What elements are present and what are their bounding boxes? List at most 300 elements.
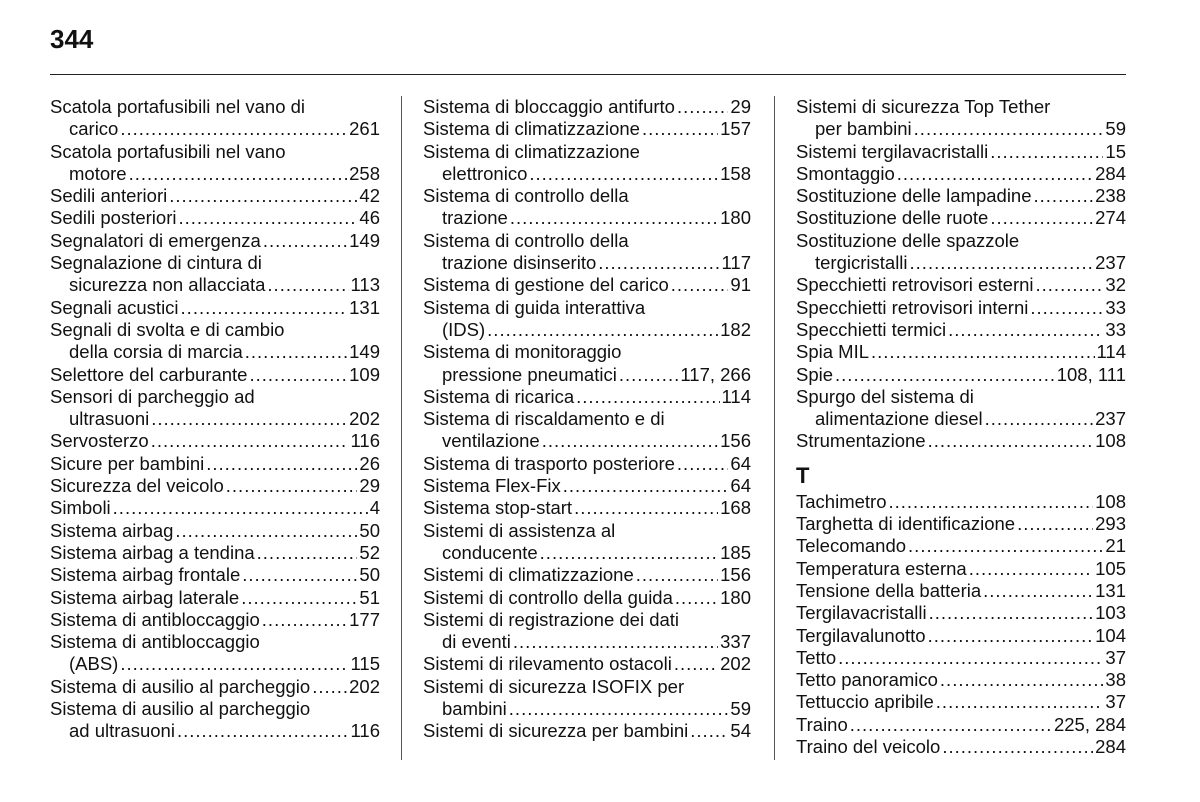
index-entry <box>796 602 1126 624</box>
page-reference: 157 <box>720 118 751 140</box>
dot-leader <box>936 691 1104 713</box>
index-entry <box>796 207 1126 229</box>
entry-term-continuation <box>423 319 751 341</box>
entry-text: Sistemi di climatizzazione <box>423 564 634 586</box>
entry-term <box>796 185 1126 207</box>
dot-leader <box>181 297 348 319</box>
entry-term <box>796 669 1126 691</box>
entry-term <box>50 185 380 207</box>
entry-term-continuation <box>423 207 751 229</box>
index-entry <box>423 676 751 721</box>
entry-text: Tachimetro <box>796 490 887 512</box>
dot-leader <box>242 564 357 586</box>
dot-leader <box>677 96 728 118</box>
entry-text: ultrasuoni <box>69 408 150 430</box>
entry-text: Traino del veicolo <box>796 736 941 758</box>
index-entry <box>796 341 1126 363</box>
entry-term <box>50 698 380 720</box>
index-entry <box>423 141 751 186</box>
entry-text: Sistema airbag laterale <box>50 586 240 608</box>
dot-leader <box>914 118 1104 140</box>
dot-leader <box>175 520 357 542</box>
index-entry <box>50 453 380 475</box>
page-reference: 293 <box>1095 513 1126 535</box>
entry-text: ventilazione <box>442 430 540 452</box>
dot-leader <box>942 736 1093 758</box>
entry-term <box>50 319 380 341</box>
entry-term <box>50 252 380 274</box>
dot-leader <box>113 497 368 519</box>
dot-leader <box>674 653 718 675</box>
entry-text: Sostituzione delle ruote <box>796 207 989 229</box>
entry-text: elettronico <box>442 162 528 184</box>
index-entry <box>50 364 380 386</box>
entry-term-continuation <box>50 341 380 363</box>
entry-text: Segnali acustici <box>50 296 179 318</box>
dot-leader <box>241 587 357 609</box>
entry-text: Scatola portafusibili nel vano <box>50 140 286 162</box>
index-entry <box>423 341 751 386</box>
index-entry <box>423 96 751 118</box>
page-reference: 156 <box>720 430 751 452</box>
entry-term <box>423 564 751 586</box>
index-entry <box>50 141 380 186</box>
dot-leader <box>619 364 679 386</box>
entry-text: di eventi <box>442 631 511 653</box>
page-reference: 29 <box>359 475 380 497</box>
entry-text: alimentazione diesel <box>815 408 983 430</box>
index-entry <box>423 386 751 408</box>
dot-leader <box>888 491 1093 513</box>
entry-text: Sistema di guida interattiva <box>423 296 646 318</box>
entry-term <box>423 297 751 319</box>
dot-leader <box>574 497 718 519</box>
dot-leader <box>513 631 718 653</box>
page-reference: 284 <box>1095 162 1126 184</box>
index-entry <box>50 520 380 542</box>
entry-term <box>50 475 380 497</box>
entry-text: della corsia di marcia <box>69 341 243 363</box>
entry-term <box>50 631 380 653</box>
entry-term <box>50 364 380 386</box>
index-entry <box>796 558 1126 580</box>
entry-text: motore <box>69 162 127 184</box>
entry-term <box>796 602 1126 624</box>
page-reference: 202 <box>349 408 380 430</box>
page-reference: 202 <box>349 675 380 697</box>
index-entry <box>50 587 380 609</box>
dot-leader <box>1017 513 1093 535</box>
entry-text: Tettuccio apribile <box>796 691 934 713</box>
entry-text: Sistema di ausilio al parcheggio <box>50 675 311 697</box>
entry-term <box>796 736 1126 758</box>
entry-term <box>796 96 1126 118</box>
dot-leader <box>540 542 718 564</box>
dot-leader <box>636 564 718 586</box>
dot-leader <box>908 535 1103 557</box>
entry-term <box>50 587 380 609</box>
entry-text: Sistema di ausilio al parcheggio <box>50 698 311 720</box>
entry-text: trazione disinserito <box>442 252 597 274</box>
index-entry <box>796 319 1126 341</box>
dot-leader <box>671 274 729 296</box>
entry-term <box>50 230 380 252</box>
entry-term <box>423 386 751 408</box>
entry-text: Sicurezza del veicolo <box>50 475 224 497</box>
entry-term <box>423 653 751 675</box>
entry-term <box>423 96 751 118</box>
column-divider-2 <box>774 96 775 760</box>
entry-term <box>796 513 1126 535</box>
index-entry <box>50 207 380 229</box>
entry-text: Sistema di antibloccaggio <box>50 631 260 653</box>
entry-text: trazione <box>442 207 508 229</box>
dot-leader <box>838 647 1103 669</box>
entry-term <box>50 453 380 475</box>
dot-leader <box>249 364 347 386</box>
entry-term <box>796 230 1126 252</box>
entry-text: Specchietti retrovisori esterni <box>796 274 1034 296</box>
entry-term-continuation <box>50 408 380 430</box>
page-reference: 59 <box>730 698 751 720</box>
page-reference: 117 <box>721 252 751 274</box>
entry-text: Specchietti retrovisori interni <box>796 296 1029 318</box>
page-reference: 337 <box>720 631 751 653</box>
entry-text: Strumentazione <box>796 430 926 452</box>
page-reference: 115 <box>350 653 380 675</box>
dot-leader <box>985 408 1093 430</box>
page-reference: 37 <box>1105 646 1126 668</box>
index-entry <box>423 408 751 453</box>
entry-term <box>796 386 1126 408</box>
page-reference: 29 <box>730 96 751 117</box>
dot-leader <box>990 141 1103 163</box>
entry-term <box>423 118 751 140</box>
dot-leader <box>675 587 718 609</box>
entry-term <box>796 714 1126 736</box>
page-reference: 50 <box>359 519 380 541</box>
entry-term-continuation <box>796 118 1126 140</box>
page-reference: 103 <box>1095 602 1126 624</box>
page-reference: 64 <box>730 475 751 497</box>
index-entry <box>50 542 380 564</box>
entry-term-continuation <box>423 364 751 386</box>
entry-text: Sistema di trasporto posteriore <box>423 452 675 474</box>
page-reference: 50 <box>359 564 380 586</box>
index-entry <box>50 230 380 252</box>
entry-term <box>796 580 1126 602</box>
entry-term-continuation <box>423 542 751 564</box>
dot-leader <box>178 207 357 229</box>
entry-term <box>796 319 1126 341</box>
index-entry <box>50 252 380 297</box>
entry-text: bambini <box>442 698 507 720</box>
page-reference: 21 <box>1105 535 1126 557</box>
entry-term <box>796 691 1126 713</box>
index-entry <box>796 185 1126 207</box>
entry-term <box>796 535 1126 557</box>
dot-leader <box>120 118 347 140</box>
entry-text: Sedili anteriori <box>50 185 168 207</box>
entry-text: Sistema airbag <box>50 519 174 541</box>
entry-term-continuation <box>50 720 380 742</box>
entry-text: Smontaggio <box>796 162 895 184</box>
dot-leader <box>940 669 1104 691</box>
page-reference: 54 <box>730 720 751 742</box>
page-reference: 177 <box>349 608 380 630</box>
page-reference: 180 <box>720 207 751 229</box>
page-reference: 37 <box>1105 691 1126 713</box>
entry-term <box>423 475 751 497</box>
index-entry <box>796 736 1126 758</box>
dot-leader <box>510 207 718 229</box>
index-entry <box>50 676 380 698</box>
entry-term <box>796 341 1126 363</box>
entry-text: Sistema stop-start <box>423 497 573 519</box>
dot-leader <box>928 625 1094 647</box>
page-reference: 274 <box>1095 207 1126 229</box>
entry-text: Sistema airbag a tendina <box>50 541 255 563</box>
index-entry <box>50 297 380 319</box>
dot-leader <box>169 185 357 207</box>
entry-text: Spie <box>796 363 834 385</box>
header-rule <box>50 74 1126 75</box>
entry-text: Sistema di riscaldamento e di <box>423 408 665 430</box>
index-entry <box>50 319 380 364</box>
entry-text: Sistemi di controllo della guida <box>423 586 673 608</box>
index-entry <box>796 714 1126 736</box>
entry-text: Targhetta di identificazione <box>796 513 1016 535</box>
entry-text: Sostituzione delle spazzole <box>796 229 1020 251</box>
page-reference: 108, 111 <box>1056 363 1126 385</box>
dot-leader <box>990 207 1093 229</box>
entry-term <box>796 297 1126 319</box>
dot-leader <box>257 542 358 564</box>
page-reference: 131 <box>1095 579 1126 601</box>
entry-text: (ABS) <box>69 653 119 675</box>
dot-leader <box>576 386 719 408</box>
entry-text: Sedili posteriori <box>50 207 177 229</box>
page-reference: 116 <box>350 430 380 452</box>
dot-leader <box>642 118 718 140</box>
entry-text: Sistema di gestione del carico <box>423 274 669 296</box>
entry-term-continuation <box>423 631 751 653</box>
dot-leader <box>542 430 718 452</box>
dot-leader <box>948 319 1103 341</box>
entry-text: Sistemi di sicurezza Top Tether <box>796 96 1051 117</box>
entry-term <box>423 141 751 163</box>
index-entry <box>50 185 380 207</box>
entry-text: Sistema Flex-Fix <box>423 475 561 497</box>
index-entry <box>50 564 380 586</box>
index-entry <box>796 691 1126 713</box>
entry-term <box>423 341 751 363</box>
page-reference: 51 <box>359 586 380 608</box>
entry-term-continuation <box>50 118 380 140</box>
entry-term-continuation <box>423 252 751 274</box>
dot-leader <box>910 252 1094 274</box>
index-entry <box>796 96 1126 141</box>
page-reference: 180 <box>720 586 751 608</box>
page-reference: 261 <box>349 118 380 140</box>
page-reference: 109 <box>349 363 380 385</box>
page-reference: 149 <box>349 341 380 363</box>
index-entry <box>796 513 1126 535</box>
index-entry <box>796 669 1126 691</box>
entry-term <box>423 609 751 631</box>
dot-leader <box>598 252 719 274</box>
page-reference: 105 <box>1095 557 1126 579</box>
entry-text: Sistema di controllo della <box>423 185 629 207</box>
page-reference: 131 <box>349 296 380 318</box>
index-column-2 <box>423 96 751 743</box>
entry-term <box>796 364 1126 386</box>
entry-term <box>50 497 380 519</box>
page-reference: 117, 266 <box>680 363 751 385</box>
entry-term <box>423 230 751 252</box>
column-divider-1 <box>401 96 402 760</box>
page-reference: 114 <box>721 385 751 407</box>
dot-leader <box>929 602 1094 624</box>
index-entry <box>423 475 751 497</box>
index-entry <box>796 535 1126 557</box>
page-reference: 26 <box>359 452 380 474</box>
index-column-3 <box>796 96 1126 758</box>
dot-leader <box>177 720 349 742</box>
dot-leader <box>267 274 348 296</box>
index-entry <box>423 720 751 742</box>
index-entry <box>423 653 751 675</box>
dot-leader <box>245 341 347 363</box>
entry-text: per bambini <box>815 118 912 140</box>
index-entry <box>796 386 1126 431</box>
dot-leader <box>263 230 347 252</box>
index-entry <box>796 491 1126 513</box>
page-reference: 258 <box>349 162 380 184</box>
page-reference: 64 <box>730 452 751 474</box>
entry-term <box>423 453 751 475</box>
entry-text: Sistemi di registrazione dei dati <box>423 608 680 630</box>
entry-text: Sistemi tergilavacristalli <box>796 140 989 162</box>
entry-text: Tergilavalunotto <box>796 624 926 646</box>
entry-text: Sistemi di sicurezza per bambini <box>423 720 689 742</box>
entry-text: Segnali di svolta e di cambio <box>50 318 285 340</box>
entry-text: Sistema di climatizzazione <box>423 118 640 140</box>
index-entry <box>423 185 751 230</box>
index-entry <box>796 230 1126 275</box>
entry-text: Sistema airbag frontale <box>50 564 241 586</box>
dot-leader <box>897 163 1093 185</box>
entry-text: pressione pneumatici <box>442 363 617 385</box>
entry-text: Tetto panoramico <box>796 669 938 691</box>
dot-leader <box>487 319 718 341</box>
page-reference: 182 <box>720 318 751 340</box>
index-entry <box>796 647 1126 669</box>
entry-text: (IDS) <box>442 318 486 340</box>
entry-term <box>796 207 1126 229</box>
index-entry <box>423 587 751 609</box>
dot-leader <box>871 341 1094 363</box>
dot-leader <box>129 163 348 185</box>
entry-text: Segnalazione di cintura di <box>50 252 262 274</box>
entry-term <box>423 274 751 296</box>
page-reference: 114 <box>1096 341 1126 363</box>
page-reference: 59 <box>1105 118 1126 140</box>
entry-text: Spia MIL <box>796 341 870 363</box>
entry-text: Temperatura esterna <box>796 557 967 579</box>
entry-text: Servosterzo <box>50 430 149 452</box>
index-entry <box>50 609 380 631</box>
entry-text: Traino <box>796 713 848 735</box>
entry-text: Sostituzione delle lampadine <box>796 185 1032 207</box>
entry-term <box>796 274 1126 296</box>
page-reference: 108 <box>1095 490 1126 512</box>
entry-text: Selettore del carburante <box>50 363 248 385</box>
entry-term-continuation <box>423 698 751 720</box>
dot-leader <box>850 714 1052 736</box>
entry-text: Sistema di monitoraggio <box>423 341 622 363</box>
dot-leader <box>509 698 729 720</box>
index-entry <box>50 698 380 743</box>
dot-leader <box>1034 185 1094 207</box>
entry-text: sicurezza non allacciata <box>69 274 266 296</box>
page-reference: 237 <box>1095 408 1126 430</box>
index-entry <box>423 520 751 565</box>
page-reference: 156 <box>720 564 751 586</box>
index-entry <box>796 364 1126 386</box>
page-reference: 38 <box>1105 669 1126 691</box>
index-entry <box>423 453 751 475</box>
entry-text: Sistemi di sicurezza ISOFIX per <box>423 675 685 697</box>
entry-term <box>423 408 751 430</box>
entry-text: tergicristalli <box>815 252 908 274</box>
entry-term <box>50 207 380 229</box>
page-reference: 91 <box>730 274 751 296</box>
page-reference: 158 <box>720 162 751 184</box>
entry-text: conducente <box>442 541 538 563</box>
entry-term <box>796 625 1126 647</box>
entry-term <box>50 430 380 452</box>
entry-text: Tetto <box>796 646 837 668</box>
dot-leader <box>151 430 349 452</box>
entry-term-continuation <box>796 252 1126 274</box>
entry-term <box>423 185 751 207</box>
entry-text: ad ultrasuoni <box>69 720 175 742</box>
page-reference: 33 <box>1105 318 1126 340</box>
page-reference: 168 <box>720 497 751 519</box>
entry-text: Sistema di antibloccaggio <box>50 608 260 630</box>
page-reference: 113 <box>350 274 380 296</box>
dot-leader <box>969 558 1093 580</box>
entry-term <box>423 587 751 609</box>
entry-term-continuation <box>423 163 751 185</box>
index-entry <box>50 475 380 497</box>
index-entry <box>50 631 380 676</box>
dot-leader <box>206 453 357 475</box>
dot-leader <box>312 676 347 698</box>
dot-leader <box>983 580 1093 602</box>
page-reference: 32 <box>1105 274 1126 296</box>
index-entry <box>423 609 751 654</box>
page-reference: 237 <box>1095 252 1126 274</box>
page-reference: 185 <box>720 541 751 563</box>
entry-text: Tergilavacristalli <box>796 602 927 624</box>
index-entry <box>50 430 380 452</box>
index-entry <box>423 118 751 140</box>
entry-term-continuation <box>50 274 380 296</box>
entry-text: Sistema di ricarica <box>423 385 575 407</box>
page-reference: 104 <box>1095 624 1126 646</box>
